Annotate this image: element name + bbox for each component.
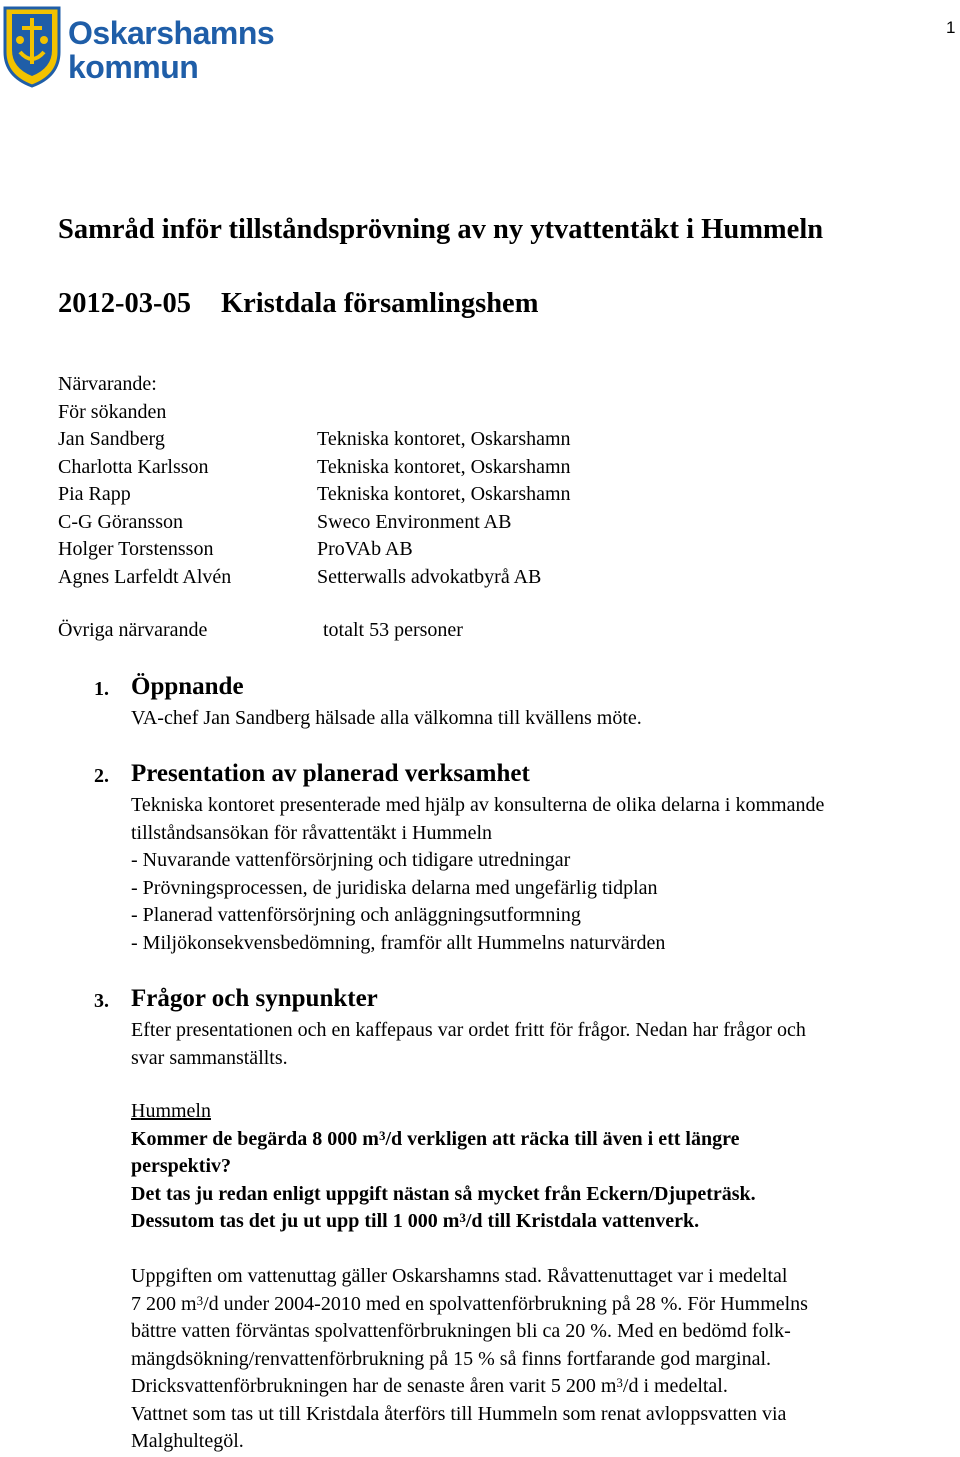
attendee-org: Tekniska kontoret, Oskarshamn xyxy=(317,455,571,478)
others-label: Övriga närvarande xyxy=(58,619,208,641)
section-heading: Presentation av planerad verksamhet xyxy=(131,760,530,787)
attendee-org: Tekniska kontoret, Oskarshamn xyxy=(317,483,571,505)
bullet-item: - Prövningsprocessen, de juridiska delarna med ungefärlig tidplan xyxy=(131,876,658,899)
answer-line: mängdsökning/renvattenförbrukning på 15 % så finns fortfarande god marginal. xyxy=(131,1347,772,1370)
section-heading: Öppnande xyxy=(131,673,244,700)
logo-line-2: kommun xyxy=(68,49,199,85)
attendee-org: Tekniska kontoret, Oskarshamn xyxy=(317,428,571,450)
other-attendees xyxy=(58,617,463,645)
section-text-line: Efter presentationen och en kaffepaus var ordet fritt för frågor. Nedan har frågor och xyxy=(131,1019,806,1041)
section-text-line: Tekniska kontoret presenterade med hjälp av konsulterna de olika delarna i kommande xyxy=(131,794,825,816)
bullet-item: - Planerad vattenförsörjning och anläggningsutformning xyxy=(131,904,581,926)
attendee-org: Sweco Environment AB xyxy=(317,510,512,533)
municipality-logo xyxy=(2,4,302,88)
page-number: 1 xyxy=(946,18,956,37)
answer-line: Dricksvattenförbrukningen har de senaste åren varit 5 200 $m^3/d$ i medeltal. xyxy=(131,1375,728,1397)
section-text-line: tillståndsansökan för råvattentäkt i Hummeln xyxy=(131,821,493,844)
section-text-line: svar sammanställts. xyxy=(131,1046,288,1069)
question-line: perspektiv? xyxy=(131,1155,231,1177)
bullet-item: - Miljökonsekvensbedömning, framför allt Hummelns naturvärden xyxy=(131,931,666,954)
qa-topic: Hummeln xyxy=(131,1100,211,1122)
document-title: Samråd inför tillståndsprövning av ny ytvattentäkt i Hummeln xyxy=(58,214,824,245)
section-text-line: VA-chef Jan Sandberg hälsade alla välkomna till kvällens möte. xyxy=(131,707,642,729)
coat-of-arms-icon xyxy=(2,4,62,88)
attendee-org: Setterwalls advokatbyrå AB xyxy=(317,565,542,588)
attendee-name: Holger Torstensson xyxy=(58,538,214,560)
section-opening xyxy=(94,673,642,733)
answer-line: Malghultegöl. xyxy=(131,1430,244,1452)
qa-block xyxy=(131,1098,808,1456)
attendee-name: Charlotta Karlsson xyxy=(58,455,209,478)
section-number: 3. xyxy=(94,990,109,1012)
section-number: 2. xyxy=(94,765,109,787)
section-presentation xyxy=(94,760,824,957)
attendee-name: C-G Göransson xyxy=(58,510,183,533)
question-line: Det tas ju redan enligt uppgift nästan så mycket från Eckern/Djupeträsk. xyxy=(131,1182,756,1205)
attendee-name: Jan Sandberg xyxy=(58,428,165,450)
section-number: 1. xyxy=(94,678,109,700)
question-line: Kommer de begärda 8 000 $m^3/d$ verkligen att räcka till även i ett längre xyxy=(131,1127,740,1150)
section-questions xyxy=(94,985,806,1072)
meeting-date: 2012-03-05 xyxy=(58,288,191,319)
answer-line: 7 200 $m^3/d$ under 2004-2010 med en spolvattenförbrukning på 28 %. För Hummelns xyxy=(131,1292,808,1315)
attendee-name: Pia Rapp xyxy=(58,483,131,505)
logo-text xyxy=(68,16,274,84)
answer-line: Vattnet som tas ut till Kristdala återförs till Hummeln som renat avloppsvatten via xyxy=(131,1402,787,1425)
attendee-name: Agnes Larfeldt Alvén xyxy=(58,565,232,588)
attendee-org: ProVAb AB xyxy=(317,538,413,560)
answer-line: Uppgiften om vattenuttag gäller Oskarshamns stad. Råvattenuttaget var i medeltal xyxy=(131,1265,788,1287)
meeting-info xyxy=(58,288,538,320)
bullet-item: - Nuvarande vattenförsörjning och tidigare utredningar xyxy=(131,849,571,871)
answer-line: bättre vatten förväntas spolvattenförbrukningen bli ca 20 %. Med en bedömd folk- xyxy=(131,1320,791,1342)
section-heading: Frågor och synpunkter xyxy=(131,985,378,1012)
logo-line-1: Oskarshamns xyxy=(68,15,275,51)
others-total: totalt 53 personer xyxy=(323,619,463,641)
question-line: Dessutom tas det ju ut upp till 1 000 $m^3/d$ till Kristdala vattenverk. xyxy=(131,1210,700,1232)
meeting-place: Kristdala församlingshem xyxy=(220,288,539,319)
